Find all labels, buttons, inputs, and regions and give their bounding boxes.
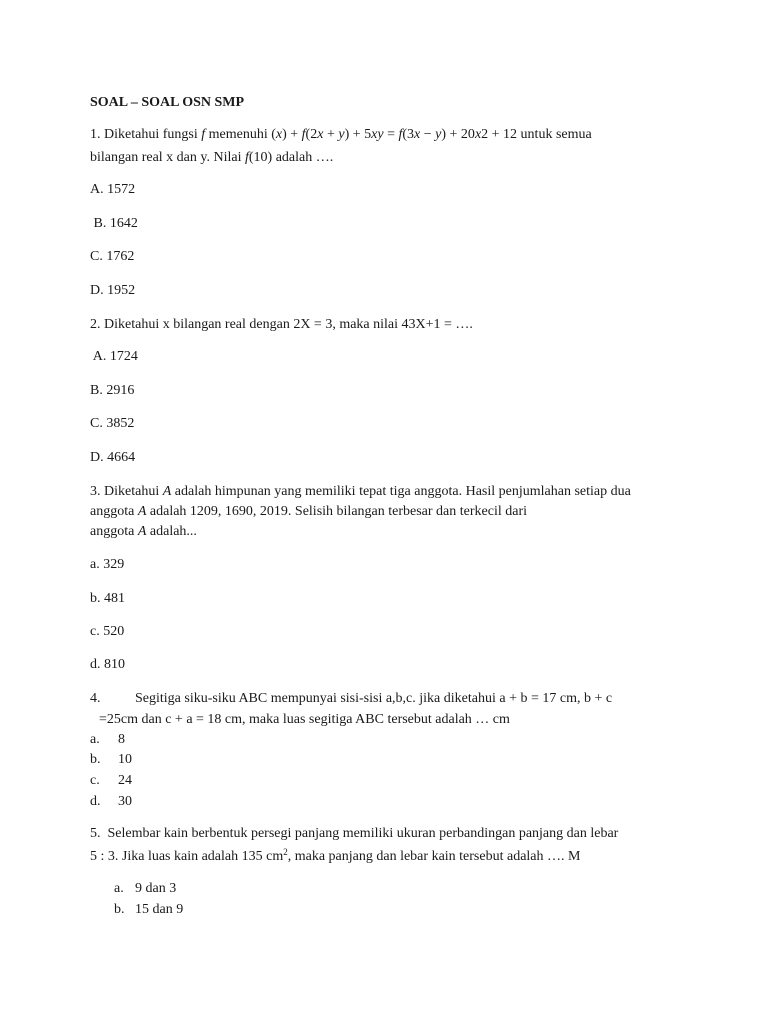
q3-option-d: d. 810 (90, 657, 125, 672)
q4-option-a: a. 8 (90, 732, 125, 747)
q3-text-line-1: 3. Diketahui A adalah himpunan yang memiliki tepat tiga anggota. Hasil penjumlahan setiap dua (90, 484, 631, 499)
q2-option-b: B. 2916 (90, 383, 135, 398)
q4-text-line-1: Segitiga siku-siku ABC mempunyai sisi-sisi a,b,c. jika diketahui a + b = 17 cm, b + c (135, 691, 613, 706)
q2-text: 2. Diketahui x bilangan real dengan 2X = 3, maka nilai 43X+1 = …. (90, 317, 473, 332)
q5-option-a: a. 9 dan 3 (114, 881, 177, 896)
q3-text-line-3: anggota A adalah... (90, 524, 197, 539)
q4-option-c: c. 24 (90, 773, 132, 788)
q2-option-a: A. 1724 (90, 349, 138, 364)
q5-option-b: b. 15 dan 9 (114, 902, 184, 917)
q4-number: 4. (90, 691, 101, 706)
q1-option-a: A. 1572 (90, 182, 136, 197)
q1-text-line-1: 1. Diketahui fungsi f memenuhi (x) + f(2x + y) + 5xy = f(3x − y) + 20x2 + 12 untuk semua (90, 127, 592, 142)
document-title: SOAL – SOAL OSN SMP (90, 95, 245, 110)
q1-option-c: C. 1762 (90, 249, 135, 264)
q1-option-d: D. 1952 (90, 283, 136, 298)
q3-option-b: b. 481 (90, 591, 125, 606)
q3-option-c: c. 520 (90, 624, 125, 639)
q2-option-d: D. 4664 (90, 450, 136, 465)
q4-option-d: d. 30 (90, 794, 132, 809)
q4-text-line-2: =25cm dan c + a = 18 cm, maka luas segitiga ABC tersebut adalah … cm (99, 712, 510, 727)
q3-text-line-2: anggota A adalah 1209, 1690, 2019. Selisih bilangan terbesar dan terkecil dari (90, 504, 528, 519)
q5-text-line-1: 5. Selembar kain berbentuk persegi panjang memiliki ukuran perbandingan panjang dan lebar (90, 826, 619, 841)
q1-text-line-2: bilangan real x dan y. Nilai f(10) adalah …. (90, 150, 334, 165)
q5-text-line-2: 5 : 3. Jika luas kain adalah 135 $cm^2$, maka panjang dan lebar kain tersebut adalah …. M (90, 847, 581, 864)
q4-option-b: b. 10 (90, 752, 132, 767)
q1-option-b: B. 1642 (90, 216, 138, 231)
q2-option-c: C. 3852 (90, 416, 135, 431)
q3-option-a: a. 329 (90, 557, 125, 572)
